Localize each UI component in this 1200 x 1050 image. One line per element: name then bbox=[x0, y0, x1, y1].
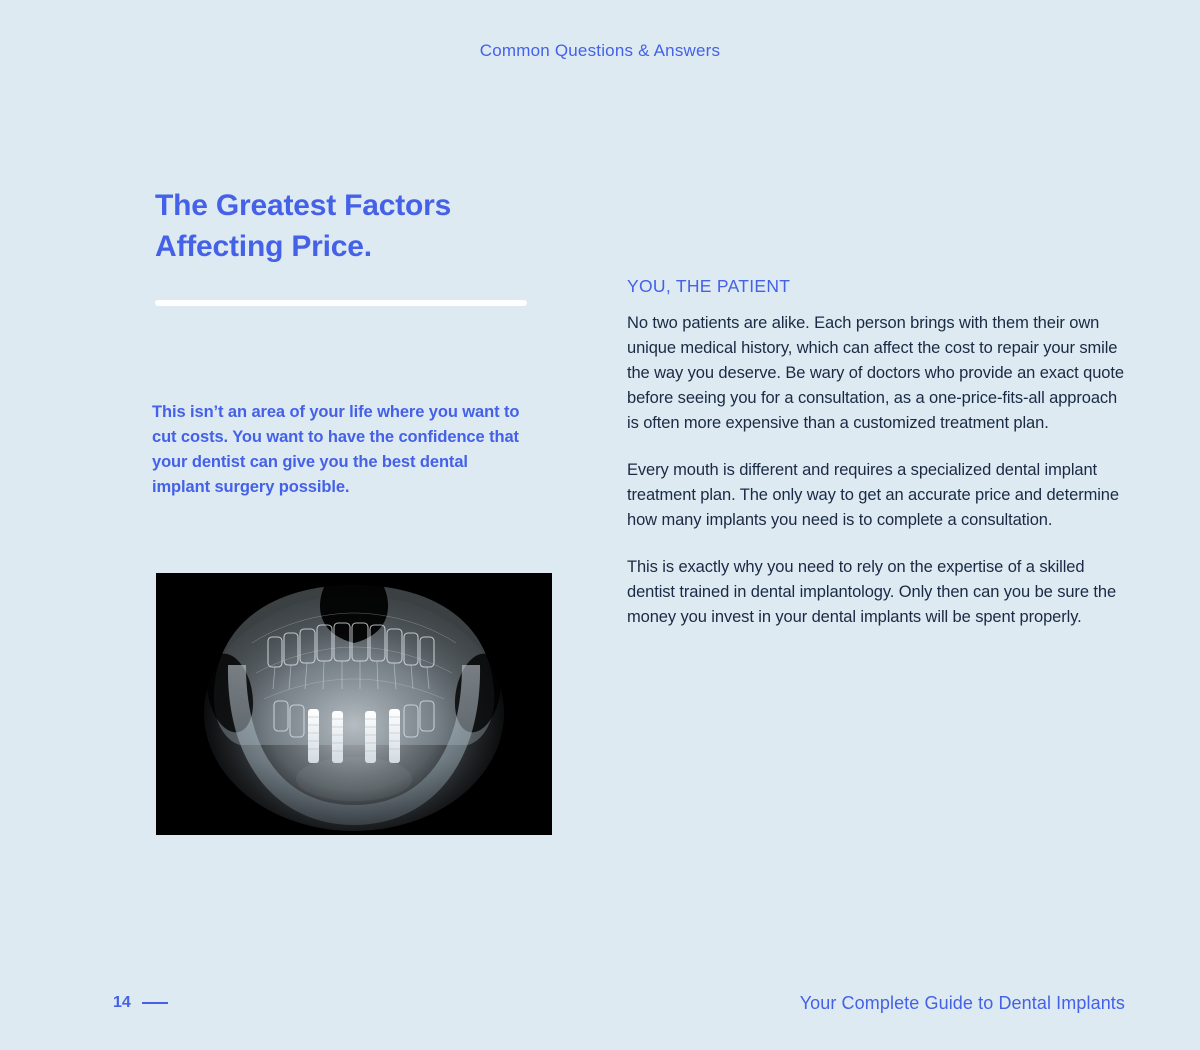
right-column bbox=[627, 276, 1132, 630]
footer-page-marker bbox=[113, 994, 168, 1012]
page-title-line-1: The Greatest Factors bbox=[155, 189, 452, 222]
page-number: 14 bbox=[113, 994, 131, 1011]
body-paragraph: This is exactly why you need to rely on the expertise of a skilled dentist trained in dental implantology. Only then can you be sure the money you invest in your dental implants will be spent properly. bbox=[627, 558, 1117, 626]
xray-image bbox=[156, 573, 552, 835]
page-title bbox=[155, 185, 555, 267]
footer-dash-icon bbox=[142, 1002, 168, 1004]
xray-illustration bbox=[156, 573, 552, 835]
section-subhead: YOU, THE PATIENT bbox=[627, 276, 791, 296]
lead-paragraph: This isn’t an area of your life where you want to cut costs. You want to have the confidence that your dentist can give you the best dental implant surgery possible. bbox=[152, 403, 520, 496]
body-paragraph: No two patients are alike. Each person brings with them their own unique medical history, which can affect the cost to repair your smile the way you deserve. Be wary of doctors who provide an exact quote before seeing you for a consultation, as a one-price-fits-all approach is often more expensive than a customized treatment plan. bbox=[627, 314, 1124, 432]
title-underline-rule bbox=[155, 300, 527, 306]
page-header: Common Questions & Answers bbox=[479, 41, 721, 60]
page-title-line-2: Affecting Price. bbox=[155, 230, 372, 263]
left-column bbox=[155, 185, 555, 306]
body-paragraph: Every mouth is different and requires a specialized dental implant treatment plan. The only way to get an accurate price and determine how many implants you need is to complete a consultation. bbox=[627, 461, 1119, 529]
footer-book-title: Your Complete Guide to Dental Implants bbox=[799, 993, 1125, 1013]
